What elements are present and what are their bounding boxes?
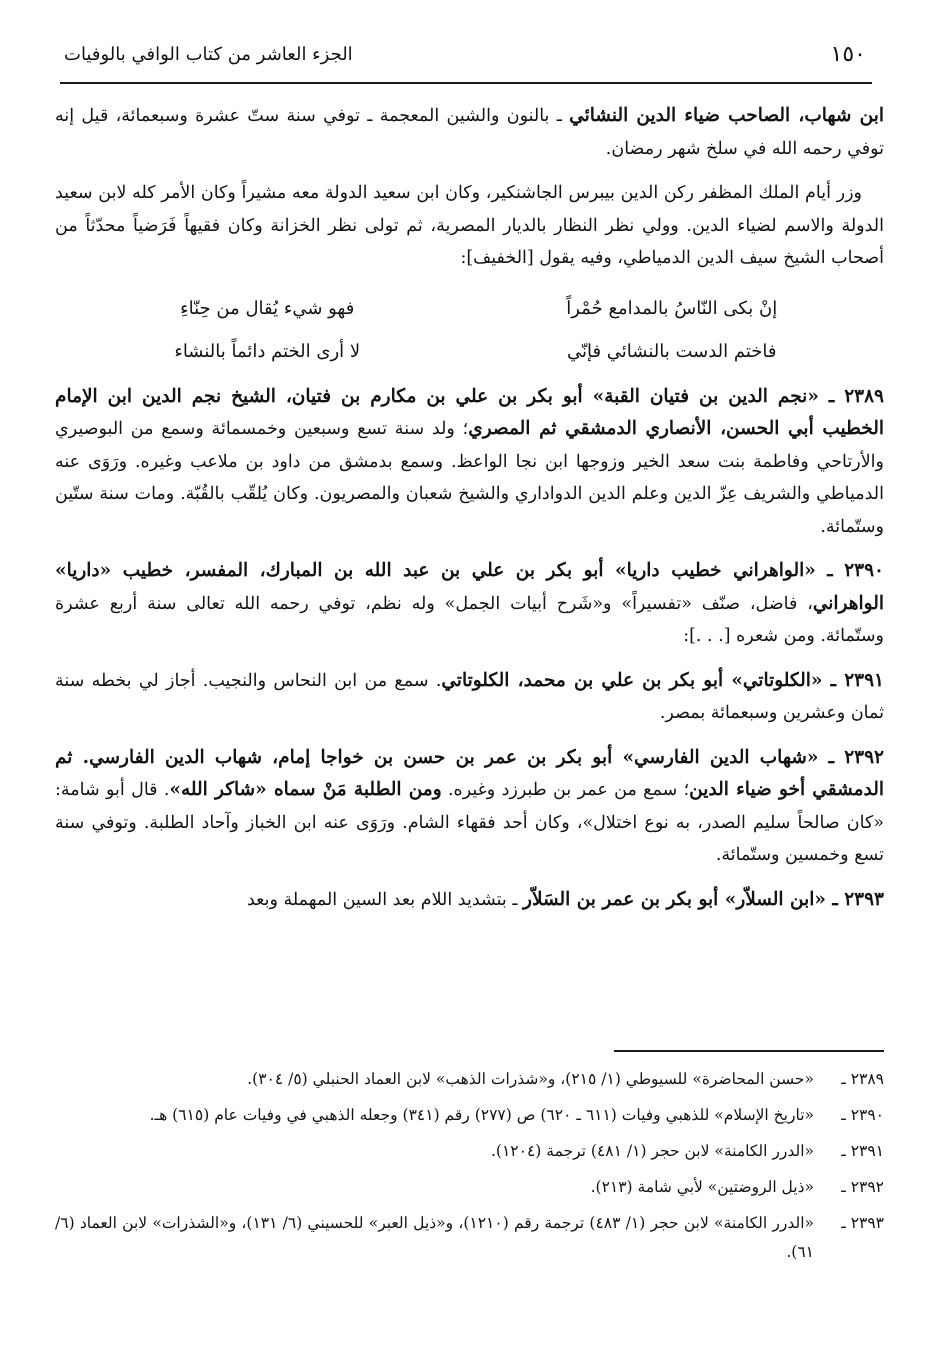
footnote-text: «الدرر الكامنة» لابن حجر (١/ ٤٨٣) ترجمة رقم (١٢١٠)، و«ذيل العبر» للحسيني (٦/ ١٣١)، و«الشذرات» لابن العماد (٦/ ٦١).	[55, 1214, 814, 1261]
verse-first-hemistich: فاختم الدست بالنشائي فإنّي	[566, 340, 777, 362]
footnote-number: ٢٣٩١ ـ	[841, 1142, 884, 1160]
header-divider	[60, 82, 872, 84]
entry-text: ـ بالنون والشين المعجمة ـ توفي سنة ستّ عشرة وسبعمائة، قيل إنه توفي رحمه الله في سلخ شهر رمضان.	[55, 106, 884, 159]
footnote	[55, 1173, 884, 1202]
footnote-text: «الدرر الكامنة» لابن حجر (١/ ٤٨١) ترجمة (١٢٠٤).	[491, 1142, 814, 1160]
entry-2392	[55, 742, 884, 872]
entry-2389	[55, 381, 884, 544]
footnote-divider	[614, 1050, 884, 1052]
footnote	[55, 1209, 884, 1267]
entry-shihab-bio: وزر أيام الملك المظفر ركن الدين بيبرس الجاشنكير، وكان ابن سعيد الدولة معه مشيراً وكان الأمر كله لابن سعيد الدولة والاسم لضياء الدين. وولي نظر النظار بالديار المصرية، ثم تولى نظر الخزانة وكان فقيهاً فَرَضياً محدّثاً من أصحاب الشيخ سيف الدين الدمياطي، وفيه يقول [الخفيف]:	[55, 183, 884, 268]
book-title: الجزء العاشر من كتاب الوافي بالوفيات	[64, 44, 353, 65]
footnote-number: ٢٣٩٢ ـ	[841, 1178, 884, 1196]
verse-second-hemistich: لا أرى الختم دائماً بالنشاء	[174, 340, 361, 362]
entry-2391	[55, 665, 884, 730]
footnote	[55, 1137, 884, 1166]
footnote	[55, 1065, 884, 1094]
footnote-text: «ذيل الروضتين» لأبي شامة (٢١٣).	[590, 1178, 814, 1196]
entry-2390	[55, 555, 884, 653]
entry-text: ـ بتشديد اللام بعد السين المهملة وبعد	[246, 889, 524, 910]
footnote	[55, 1101, 884, 1130]
footnote-text: «حسن المحاضرة» للسيوطي (١/ ٢١٥)، و«شذرات الذهب» لابن العماد الحنبلي (٥/ ٣٠٤).	[247, 1070, 814, 1088]
entry-heading: ٢٣٩١ ـ «الكلوتاتي» أبو بكر بن علي بن محمد، الكلوتاتي	[441, 669, 884, 691]
poem	[95, 287, 844, 373]
poem-line	[95, 287, 844, 330]
verse-second-hemistich: فهو شيء يُقال من حِنّاءِ	[180, 297, 355, 319]
entry-2393	[55, 884, 884, 917]
poem-line	[95, 330, 844, 373]
footnote-number: ٢٣٩٠ ـ	[841, 1106, 884, 1124]
entry-text: ، فاضل، صنّف «تفسيراً» و«شَرح أبيات الجمل» وله نظم، توفي رحمه الله تعالى سنة أربع عشرة وستّمائة. ومن شعره [. . .]:	[55, 593, 884, 646]
footnote-text: «تاريخ الإسلام» للذهبي وفيات (٦١١ ـ ٦٢٠) ص (٢٧٧) رقم (٣٤١) وجعله الذهبي في وفيات عام (٦١٥) هـ.	[149, 1106, 814, 1124]
entry-heading: ٢٣٩٣ ـ «ابن السلاّر» أبو بكر بن عمر بن السَلاّر	[523, 888, 884, 910]
entry-heading: ٢٣٨٩ ـ «نجم الدين بن فتيان القبة» أبو بكر بن علي بن مكارم بن فتيان، الشيخ نجم الدين ابن الإمام الخطيب أبي الحسن، الأنصاري الدمشقي ثم المصري	[55, 385, 885, 439]
footnotes	[55, 1065, 884, 1274]
entry-heading: ابن شهاب، الصاحب ضياء الدين النشائي	[569, 105, 884, 126]
main-text	[55, 100, 884, 928]
entry-text: . سمع من ابن النحاس والنجيب. أجاز لي بخطه سنة ثمان وعشرين وسبعمائة بمصر.	[55, 670, 884, 723]
page-number: ١٥٠	[830, 42, 866, 67]
entry-text: ؛ سمع من عمر بن طبرزد وغيره.	[441, 780, 690, 800]
entry-subheading: ومن الطلبة مَنْ سماه «شاكر الله»	[169, 779, 442, 800]
running-header	[60, 38, 872, 78]
entry-shihab	[55, 100, 884, 165]
entry-text: ؛ ولد سنة تسع وسبعين وخمسمائة وسمع من البوصيري والأرتاحي وفاطمة بنت سعد الخير وزوجها ابن نجا الواعظ. وسمع بدمشق من داود بن ملاعب وغيره. ورَوَى عنه الدمياطي والشريف عِزّ الدين وعلم الدين الدواداري والشيخ شعبان والمصريون. وكان يُلقّب بالقُبّة. ومات سنة ستّين وستّمائة.	[55, 419, 884, 537]
entry-text: . قال أبو شامة: «كان صالحاً سليم الصدر، به نوع اختلال»، وكان أحد فقهاء الشام. ورَوَى عنه ابن الخباز وآحاد الطلبة. وتوفي سنة تسع وخمسين وستّمائة.	[55, 780, 884, 865]
footnote-number: ٢٣٨٩ ـ	[841, 1070, 884, 1088]
entry-heading: ٢٣٩٠ ـ «الواهراني خطيب داريا» أبو بكر بن علي بن عبد الله بن المبارك، المفسر، خطيب «داريا» الواهراني	[55, 560, 884, 614]
entry-heading: ٢٣٩٢ ـ «شهاب الدين الفارسي» أبو بكر بن عمر بن حسن بن خواجا إمام، شهاب الدين الفارسي. ثم الدمشقي أخو ضياء الدين	[55, 746, 884, 800]
footnote-number: ٢٣٩٣ ـ	[841, 1214, 884, 1232]
verse-first-hemistich: إنْ بكى النّاسُ بالمدامع حُمْراً	[566, 297, 778, 319]
